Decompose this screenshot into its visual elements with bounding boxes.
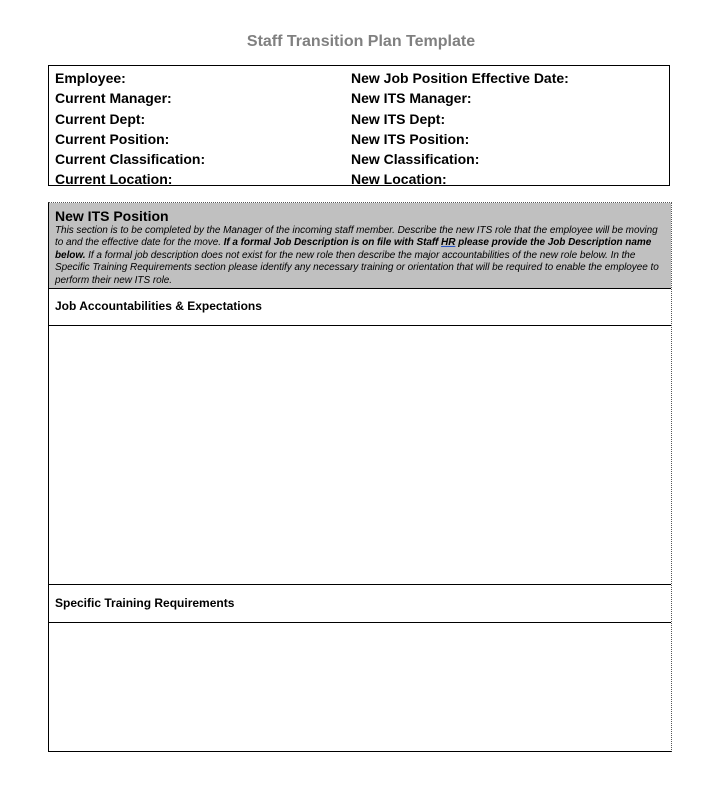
section-description (55, 225, 663, 287)
employee-info-box (48, 65, 670, 186)
section-header (49, 203, 671, 289)
desc-text-1: This section is to be completed by the Manager of the incoming staff member. Describe the new ITS role that the employee will be moving to and the effective date for the move. (55, 225, 658, 249)
current-manager-label: Current Manager: (55, 90, 172, 107)
effective-date-label: New Job Position Effective Date: (351, 70, 569, 86)
current-location-label: Current Location: (55, 171, 173, 188)
desc-text-2: If a formal job description does not exist for the new role then describe the major accountabilities of the new role below. In the Specific Training Requirements section please identify any necessary training or orientation that will be required to enable the employee to perform their new ITS role. (55, 249, 659, 286)
document-title: Staff Transition Plan Template (246, 33, 476, 50)
training-input-area[interactable] (49, 623, 671, 752)
current-position-label: Current Position: (55, 130, 170, 147)
current-info-column (55, 68, 205, 190)
current-classification-label: Current Classification: (55, 151, 206, 168)
desc-bold-2: please provide the Job Description name below. (55, 237, 652, 261)
new-its-position-section (48, 202, 672, 752)
desc-bold-1: If a formal Job Description is on file with Staff (223, 237, 442, 249)
hr-abbreviation: HR (441, 237, 456, 249)
new-classification-label: New Classification: (351, 151, 480, 168)
section-title: New ITS Position (55, 208, 169, 224)
new-manager-label: New ITS Manager: (351, 90, 472, 107)
accountabilities-label: Job Accountabilities & Expectations (49, 289, 671, 326)
current-dept-label: Current Dept: (55, 110, 146, 127)
new-position-label: New ITS Position: (351, 130, 470, 147)
new-info-column (351, 68, 569, 190)
new-dept-label: New ITS Dept: (351, 110, 446, 127)
training-label: Specific Training Requirements (49, 585, 671, 623)
employee-label: Employee: (55, 70, 126, 86)
accountabilities-input-area[interactable] (49, 326, 671, 585)
new-location-label: New Location: (351, 171, 447, 188)
